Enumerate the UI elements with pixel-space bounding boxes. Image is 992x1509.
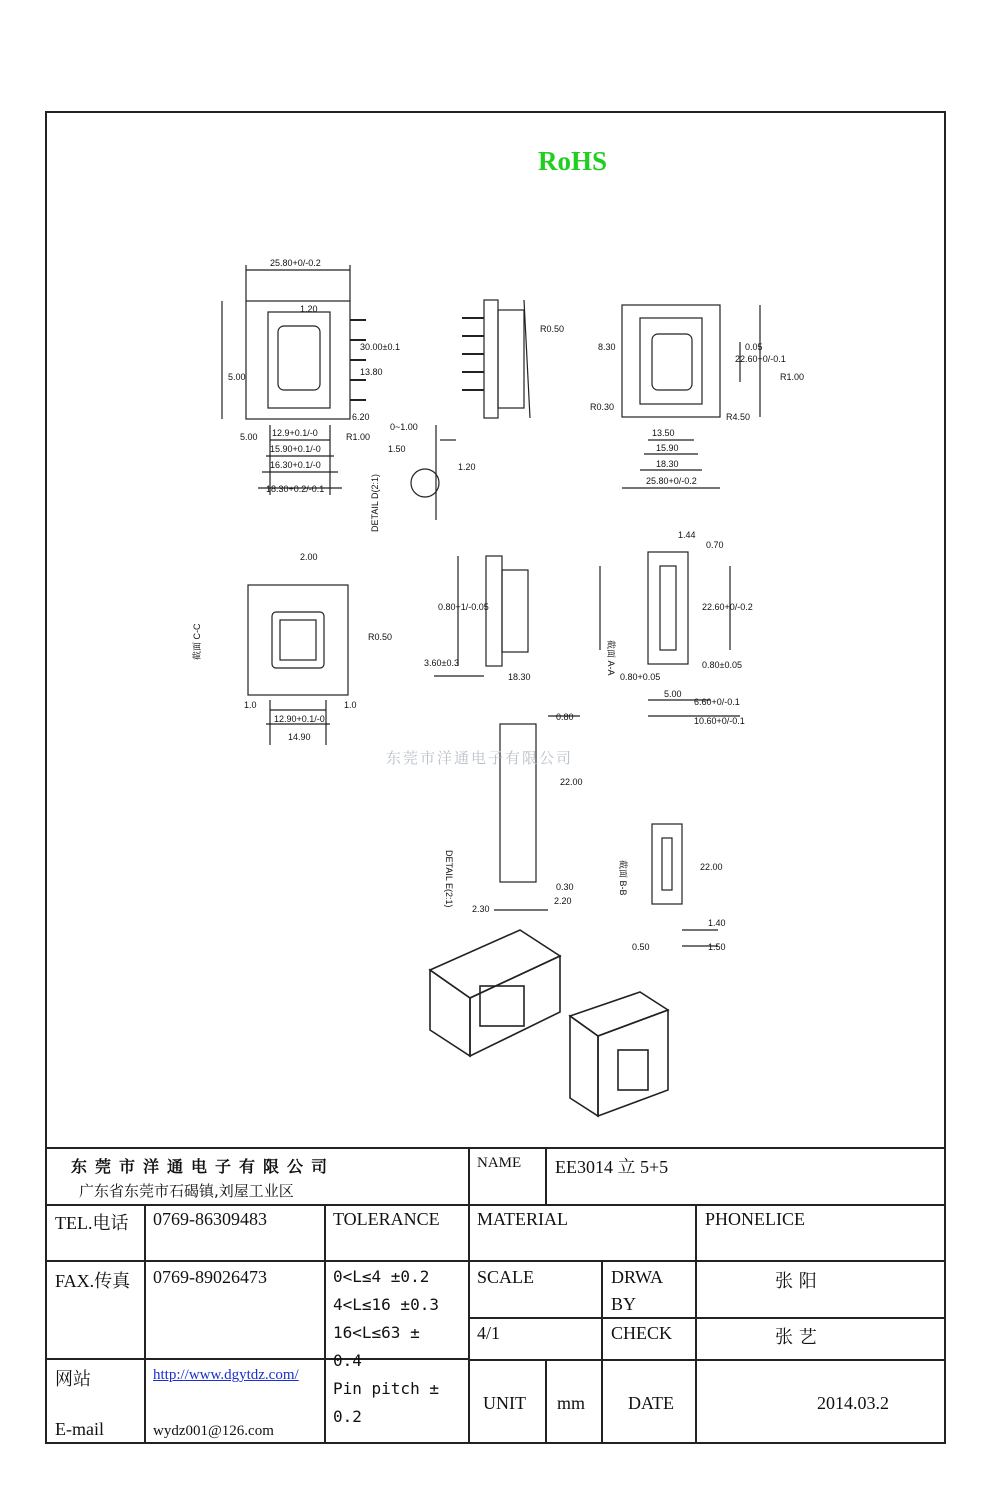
name-label: NAME xyxy=(477,1155,522,1171)
dim-label: 5.00 xyxy=(228,372,246,382)
dim-label: 22.60+0/-0.2 xyxy=(702,602,753,612)
email-value: wydz001@126.com xyxy=(153,1423,274,1439)
tolerance-line: 4<L≤16 ±0.3 xyxy=(333,1295,439,1314)
dim-label: 1.44 xyxy=(678,530,696,540)
dim-label: 0.70 xyxy=(706,540,724,550)
dim-label: R0.30 xyxy=(590,402,615,412)
dim-label: 18.30+0.2/-0.1 xyxy=(266,484,325,494)
dim-label: 2.20 xyxy=(554,896,572,906)
dim-label: 25.80+0/-0.2 xyxy=(646,476,697,486)
dim-label: R1.00 xyxy=(780,372,805,382)
dim-label: 14.90 xyxy=(288,732,311,742)
fax-label: FAX.传真 xyxy=(55,1271,131,1291)
unit-value: mm xyxy=(557,1393,586,1413)
dim-label: 0.30 xyxy=(556,882,574,892)
dim-label: 截面 B-B xyxy=(618,860,628,896)
dim-label: 5.00 xyxy=(664,689,682,699)
title-block xyxy=(45,1147,946,1444)
dim-label: 15.90+0.1/-0 xyxy=(270,444,321,454)
isometric-bobbin-1 xyxy=(430,930,560,1056)
fax-value: 0769-89026473 xyxy=(153,1267,267,1287)
name-value: EE3014 立 5+5 xyxy=(555,1157,669,1177)
dim-label: DETAIL E(2:1) xyxy=(444,850,454,908)
dim-label: 1.0 xyxy=(244,700,257,710)
dim-label: 22.00 xyxy=(700,862,723,872)
dim-label: DETAIL D(2:1) xyxy=(370,473,380,532)
dim-label: 截面 C-C xyxy=(192,623,202,660)
dim-label: R1.00 xyxy=(346,432,371,442)
date-label: DATE xyxy=(628,1393,674,1413)
dim-label: 1.20 xyxy=(300,304,318,314)
detail-e-view xyxy=(494,716,580,910)
check-label: CHECK xyxy=(611,1323,673,1343)
dim-label: 12.90+0.1/-0 xyxy=(274,714,325,724)
email-label: E-mail xyxy=(55,1419,104,1439)
dim-label: 22.60+0/-0.1 xyxy=(735,354,786,364)
dim-label: 13.80 xyxy=(360,367,383,377)
company-name: 东莞市洋通电子有限公司 xyxy=(71,1157,336,1176)
rohs-label: RoHS xyxy=(538,146,608,176)
dim-label: R0.50 xyxy=(540,324,565,334)
dim-label: 18.30 xyxy=(508,672,531,682)
tel-label: TEL.电话 xyxy=(55,1213,129,1233)
date-value: 2014.03.2 xyxy=(817,1393,889,1413)
dim-label: 0.80 xyxy=(556,712,574,722)
company-address: 广东省东莞市石碣镇,刘屋工业区 xyxy=(79,1182,294,1200)
scale-value: 4/1 xyxy=(477,1323,501,1343)
rear-view xyxy=(622,305,760,488)
drwa-label: DRWA xyxy=(611,1267,664,1287)
tolerance-table xyxy=(333,1263,467,1431)
tel-value: 0769-86309483 xyxy=(153,1209,267,1229)
dim-label: 0.80+0.05 xyxy=(620,672,661,682)
tolerance-line: 0.2 xyxy=(333,1407,362,1426)
dim-label: 1.50 xyxy=(708,942,726,952)
dim-label: 1.40 xyxy=(708,918,726,928)
tolerance-line: 0<L≤4 ±0.2 xyxy=(333,1267,430,1286)
material-value: PHONELICE xyxy=(705,1209,805,1229)
drawn-by-value: 张 阳 xyxy=(775,1271,817,1292)
dim-label: 1.20 xyxy=(458,462,476,472)
material-label: MATERIAL xyxy=(477,1209,568,1229)
dim-label: 15.90 xyxy=(656,443,679,453)
dim-label: 2.30 xyxy=(472,904,490,914)
tolerance-line: Pin pitch ± xyxy=(333,1379,439,1398)
dim-label: 5.00 xyxy=(240,432,258,442)
dim-label: 6.60+0/-0.1 xyxy=(694,697,740,707)
dim-label: 18.30 xyxy=(656,459,679,469)
website-link[interactable]: http://www.dgytdz.com/ xyxy=(153,1367,299,1383)
unit-label: UNIT xyxy=(483,1393,526,1413)
isometric-bobbin-2 xyxy=(570,992,668,1116)
scale-label: SCALE xyxy=(477,1267,535,1287)
dim-label: 0.05 xyxy=(745,342,763,352)
dim-label: 22.00 xyxy=(560,777,583,787)
dim-label: 8.30 xyxy=(598,342,616,352)
dim-label: 30.00±0.1 xyxy=(360,342,400,352)
tolerance-label: TOLERANCE xyxy=(333,1209,440,1229)
dim-label: 2.00 xyxy=(300,552,318,562)
dim-label: 10.60+0/-0.1 xyxy=(694,716,745,726)
dim-label: 0.50 xyxy=(632,942,650,952)
dim-label: R0.50 xyxy=(368,632,393,642)
dim-label: 6.20 xyxy=(352,412,370,422)
website-label: 网站 xyxy=(55,1369,91,1389)
checked-by-value: 张 艺 xyxy=(775,1327,817,1348)
dim-label: 截面 A-A xyxy=(606,640,616,676)
dim-label: 1.50 xyxy=(388,444,406,454)
watermark: 东莞市洋通电子有限公司 xyxy=(386,749,574,767)
side-view xyxy=(462,300,530,418)
dim-label: 13.50 xyxy=(652,428,675,438)
dim-label: 16.30+0.1/-0 xyxy=(270,460,321,470)
by-label: BY xyxy=(611,1294,637,1314)
dim-label: 0.80+1/-0.05 xyxy=(438,602,489,612)
tolerance-line: 0.4 xyxy=(333,1351,362,1370)
dim-label: 0~1.00 xyxy=(390,422,418,432)
dim-label: 25.80+0/-0.2 xyxy=(270,258,321,268)
tolerance-line: 16<L≤63 ± xyxy=(333,1323,420,1342)
dim-label: 3.60±0.3 xyxy=(424,658,459,668)
dim-label: 0.80±0.05 xyxy=(702,660,742,670)
dim-label: 1.0 xyxy=(344,700,357,710)
dim-label: R4.50 xyxy=(726,412,751,422)
dim-label: 12.9+0.1/-0 xyxy=(272,428,318,438)
